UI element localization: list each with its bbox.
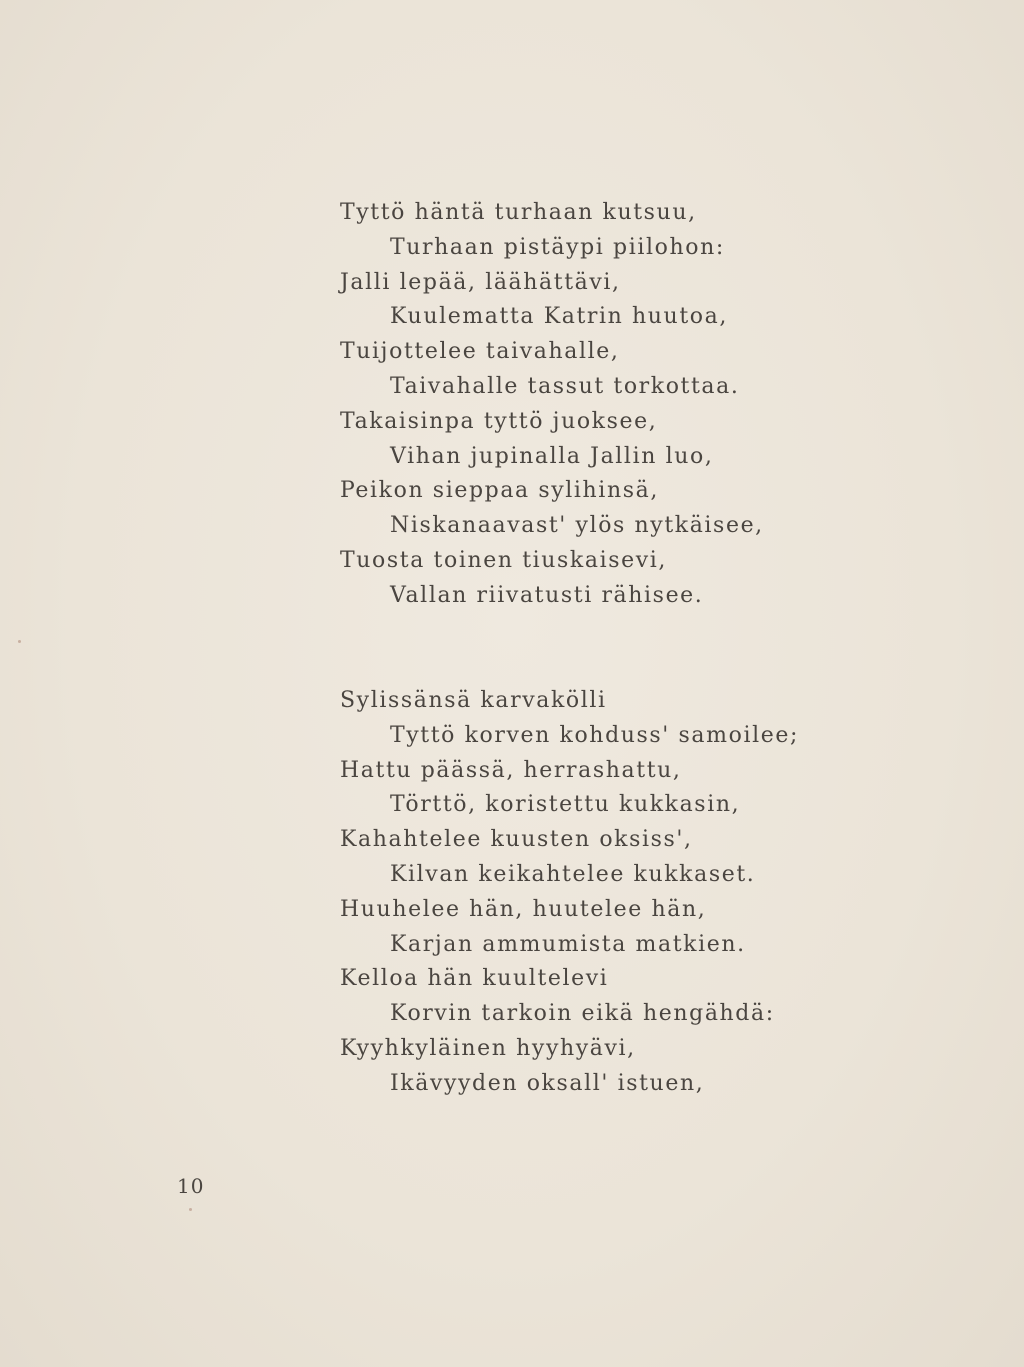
poem-line: Niskanaavast' ylös nytkäisee, — [390, 513, 764, 539]
poem-line: Sylissänsä karvakölli — [340, 688, 607, 713]
poem-line: Kilvan keikahtelee kukkaset. — [390, 861, 756, 887]
poem-line: Karjan ammumista matkien. — [390, 931, 746, 957]
poem-line: Korvin tarkoin eikä hengähdä: — [390, 1001, 775, 1027]
poem-line: Kuulematta Katrin huutoa, — [390, 304, 728, 330]
poem-line: Jalli lepää, läähättävi, — [340, 269, 621, 295]
poem-line: Takaisinpa tyttö juoksee, — [340, 408, 658, 434]
poem-line: Tyttö korven kohduss' samoilee; — [390, 722, 799, 748]
poem-line: Tuijottelee taivahalle, — [340, 339, 620, 365]
paper-speck — [189, 1208, 192, 1211]
poem-line: Tyttö häntä turhaan kutsuu, — [340, 200, 697, 225]
page-number: 10 — [177, 1174, 205, 1198]
poem-line: Ikävyyden oksall' istuen, — [390, 1070, 705, 1096]
poem-line: Törttö, koristettu kukkasin, — [390, 792, 741, 818]
poem-line: Peikon sieppaa sylihinsä, — [340, 478, 659, 504]
poem-line: Tuosta toinen tiuskaisevi, — [340, 547, 667, 573]
poem-line: Turhaan pistäypi piilohon: — [390, 234, 725, 260]
poem-line: Kahahtelee kuusten oksiss', — [340, 827, 693, 853]
poem-line: Kelloa hän kuultelevi — [340, 966, 609, 992]
poem-line: Taivahalle tassut torkottaa. — [390, 373, 740, 399]
poem-line: Hattu päässä, herrashattu, — [340, 757, 682, 783]
poem-line: Kyyhkyläinen hyyhyävi, — [340, 1035, 636, 1061]
poem-line: Vihan jupinalla Jallin luo, — [390, 443, 714, 469]
poem-line: Huuhelee hän, huutelee hän, — [340, 896, 707, 922]
paper-speck — [18, 640, 21, 643]
poem-stanza-2 — [340, 684, 980, 1102]
poem-line: Vallan riivatusti rähisee. — [390, 582, 704, 608]
poem-stanza-1 — [340, 196, 980, 614]
